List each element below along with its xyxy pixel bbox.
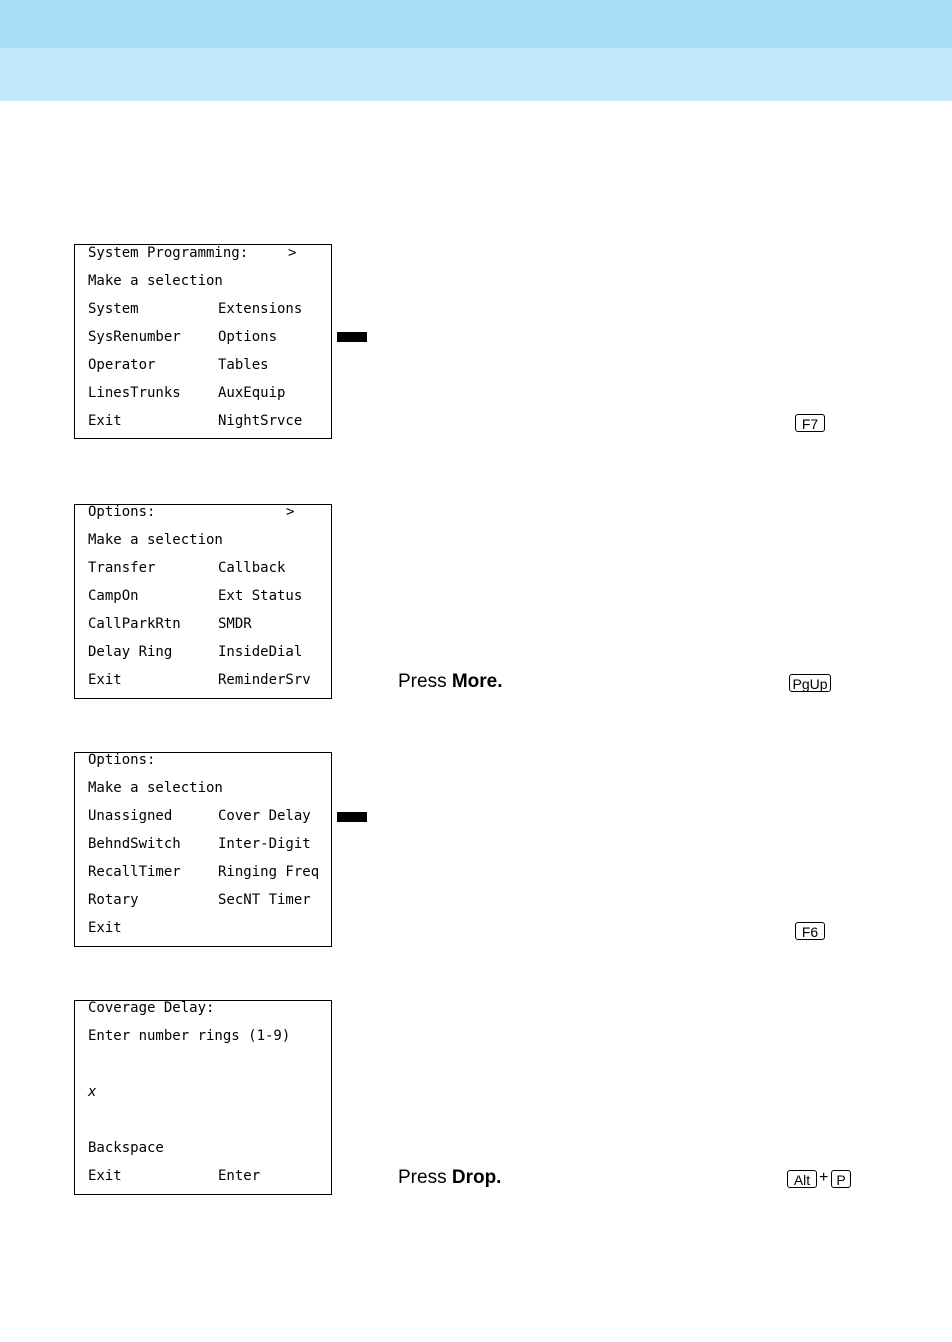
menu-item-enter[interactable]: Enter: [218, 1168, 261, 1184]
menu-item-recalltimer[interactable]: RecallTimer: [88, 864, 181, 880]
menu-item-delay-ring[interactable]: Delay Ring: [88, 644, 173, 660]
menu-item-remindersrv[interactable]: ReminderSrv: [218, 672, 311, 688]
menu-item-transfer[interactable]: Transfer: [88, 560, 156, 576]
menu-item-secnt-timer[interactable]: SecNT Timer: [218, 892, 311, 908]
menu-item-extensions[interactable]: Extensions: [218, 301, 303, 317]
screen-prompt: Make a selection: [88, 780, 223, 796]
entry-field[interactable]: x: [88, 1084, 97, 1100]
menu-item-ext-status[interactable]: Ext Status: [218, 588, 303, 604]
screen-title: Options:: [88, 752, 156, 768]
menu-item-auxequip[interactable]: AuxEquip: [218, 385, 286, 401]
menu-item-ringing-freq[interactable]: Ringing Freq: [218, 864, 320, 880]
screen-prompt: Make a selection: [88, 273, 223, 289]
key-f6: F6: [795, 922, 825, 940]
menu-item-exit[interactable]: Exit: [88, 672, 122, 688]
key-f7: F7: [795, 414, 825, 432]
menu-item-smdr[interactable]: SMDR: [218, 616, 252, 632]
key-pgup: PgUp: [789, 674, 831, 692]
menu-item-tables[interactable]: Tables: [218, 357, 269, 373]
menu-item-sysrenumber[interactable]: SysRenumber: [88, 329, 181, 345]
menu-item-cover-delay[interactable]: Cover Delay: [218, 808, 311, 824]
menu-item-campon[interactable]: CampOn: [88, 588, 139, 604]
screen-title: Coverage Delay:: [88, 1000, 215, 1016]
selection-marker: [337, 332, 367, 342]
more-arrow: >: [288, 245, 297, 261]
screen-system-programming: [74, 244, 332, 439]
instruction-prefix: Press: [398, 1167, 452, 1188]
screen-options-page1: [74, 504, 332, 699]
header-band-top: [0, 0, 952, 48]
header-band-bottom: [0, 48, 952, 101]
menu-item-exit[interactable]: Exit: [88, 413, 122, 429]
screen-prompt: Enter number rings (1-9): [88, 1028, 291, 1044]
menu-item-linestrunks[interactable]: LinesTrunks: [88, 385, 181, 401]
menu-item-callparkrtn[interactable]: CallParkRtn: [88, 616, 181, 632]
instruction-press-more: [398, 671, 503, 693]
screen-options-page2: [74, 752, 332, 947]
menu-item-exit[interactable]: Exit: [88, 920, 122, 936]
menu-item-exit[interactable]: Exit: [88, 1168, 122, 1184]
menu-item-nightsrvce[interactable]: NightSrvce: [218, 413, 303, 429]
menu-item-backspace[interactable]: Backspace: [88, 1140, 164, 1156]
key-p: P: [831, 1170, 851, 1188]
selection-marker: [337, 812, 367, 822]
menu-item-rotary[interactable]: Rotary: [88, 892, 139, 908]
more-arrow: >: [286, 504, 295, 520]
menu-item-options[interactable]: Options: [218, 329, 278, 345]
menu-item-unassigned[interactable]: Unassigned: [88, 808, 173, 824]
key-plus: +: [819, 1169, 829, 1186]
instruction-press-drop: [398, 1167, 501, 1189]
screen-title: Options:: [88, 504, 156, 520]
menu-item-inter-digit[interactable]: Inter-Digit: [218, 836, 311, 852]
screen-prompt: Make a selection: [88, 532, 223, 548]
screen-coverage-delay: [74, 1000, 332, 1195]
menu-item-callback[interactable]: Callback: [218, 560, 286, 576]
menu-item-behndswitch[interactable]: BehndSwitch: [88, 836, 181, 852]
key-alt: Alt: [787, 1170, 817, 1188]
instruction-prefix: Press: [398, 671, 452, 692]
menu-item-operator[interactable]: Operator: [88, 357, 156, 373]
instruction-key-name: More.: [451, 671, 503, 692]
screen-title: System Programming:: [88, 245, 249, 261]
menu-item-system[interactable]: System: [88, 301, 139, 317]
menu-item-insidedial[interactable]: InsideDial: [218, 644, 303, 660]
instruction-key-name: Drop.: [451, 1167, 502, 1188]
